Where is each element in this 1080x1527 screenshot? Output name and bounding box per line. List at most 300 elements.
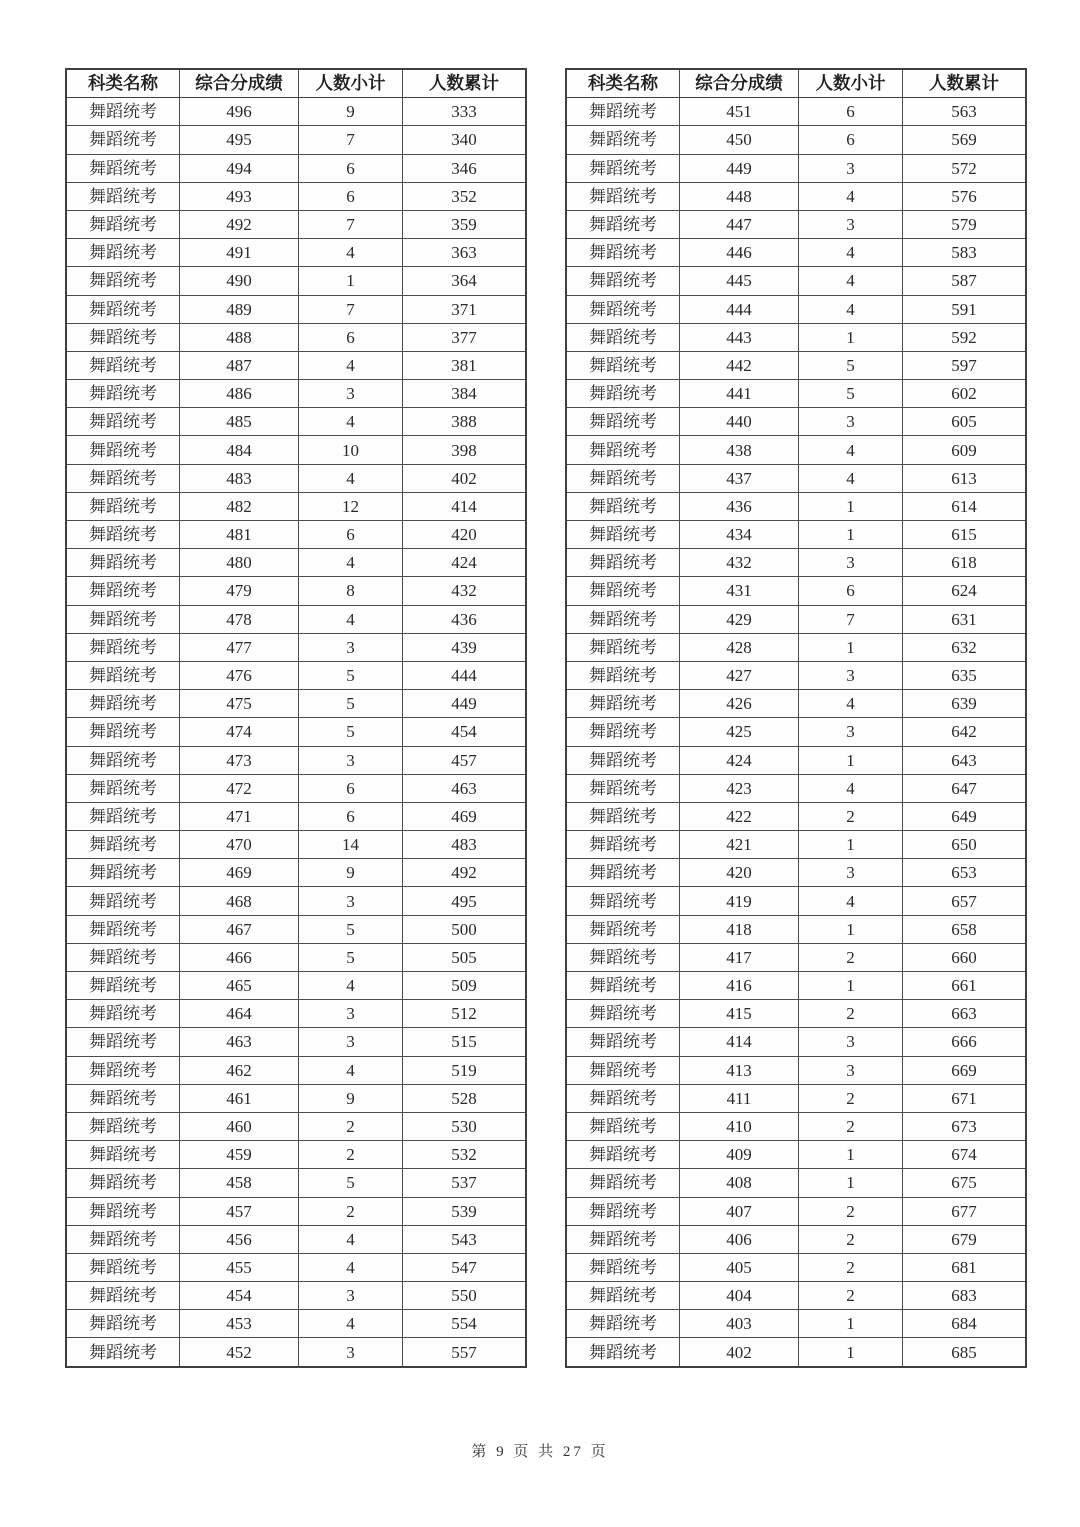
table-cell: 舞蹈统考 xyxy=(566,605,680,633)
table-cell: 669 xyxy=(903,1056,1027,1084)
table-cell: 舞蹈统考 xyxy=(66,380,180,408)
table-cell: 舞蹈统考 xyxy=(566,521,680,549)
table-cell: 舞蹈统考 xyxy=(66,661,180,689)
table-cell: 舞蹈统考 xyxy=(566,323,680,351)
table-cell: 650 xyxy=(903,831,1027,859)
table-cell: 679 xyxy=(903,1225,1027,1253)
table-cell: 475 xyxy=(180,690,299,718)
table-cell: 舞蹈统考 xyxy=(566,1028,680,1056)
table-cell: 舞蹈统考 xyxy=(66,267,180,295)
table-cell: 473 xyxy=(180,746,299,774)
table-cell: 464 xyxy=(180,1000,299,1028)
table-cell: 舞蹈统考 xyxy=(566,98,680,126)
table-cell: 4 xyxy=(299,1225,403,1253)
table-cell: 576 xyxy=(903,182,1027,210)
table-cell: 舞蹈统考 xyxy=(66,577,180,605)
table-row xyxy=(66,943,526,971)
table-cell: 579 xyxy=(903,210,1027,238)
table-row xyxy=(66,239,526,267)
table-cell: 421 xyxy=(680,831,799,859)
table-cell: 舞蹈统考 xyxy=(66,972,180,1000)
table-cell: 563 xyxy=(903,98,1027,126)
table-cell: 456 xyxy=(180,1225,299,1253)
table-row xyxy=(66,549,526,577)
table-cell: 675 xyxy=(903,1169,1027,1197)
table-cell: 457 xyxy=(403,746,527,774)
table-cell: 舞蹈统考 xyxy=(66,436,180,464)
table-cell: 舞蹈统考 xyxy=(566,549,680,577)
table-row xyxy=(566,972,1026,1000)
table-cell: 432 xyxy=(680,549,799,577)
table-cell: 2 xyxy=(799,943,903,971)
table-row xyxy=(66,1282,526,1310)
table-cell: 3 xyxy=(799,1028,903,1056)
table-row xyxy=(66,690,526,718)
table-cell: 舞蹈统考 xyxy=(566,210,680,238)
table-cell: 681 xyxy=(903,1253,1027,1281)
table-cell: 舞蹈统考 xyxy=(66,1253,180,1281)
table-cell: 舞蹈统考 xyxy=(66,1141,180,1169)
table-cell: 450 xyxy=(680,126,799,154)
table-cell: 423 xyxy=(680,774,799,802)
table-row xyxy=(566,859,1026,887)
table-cell: 舞蹈统考 xyxy=(66,1056,180,1084)
table-cell: 舞蹈统考 xyxy=(66,1169,180,1197)
table-cell: 476 xyxy=(180,661,299,689)
table-cell: 1 xyxy=(299,267,403,295)
table-row xyxy=(66,774,526,802)
table-cell: 495 xyxy=(180,126,299,154)
table-cell: 舞蹈统考 xyxy=(566,1310,680,1338)
table-cell: 舞蹈统考 xyxy=(66,492,180,520)
table-row xyxy=(66,1225,526,1253)
table-cell: 舞蹈统考 xyxy=(566,1056,680,1084)
table-cell: 424 xyxy=(403,549,527,577)
table-cell: 404 xyxy=(680,1282,799,1310)
table-row xyxy=(66,464,526,492)
table-row xyxy=(66,210,526,238)
table-row xyxy=(566,831,1026,859)
table-cell: 舞蹈统考 xyxy=(66,154,180,182)
table-cell: 7 xyxy=(299,295,403,323)
table-cell: 432 xyxy=(403,577,527,605)
table-cell: 舞蹈统考 xyxy=(566,887,680,915)
table-row xyxy=(566,436,1026,464)
table-cell: 371 xyxy=(403,295,527,323)
table-row xyxy=(66,915,526,943)
table-cell: 436 xyxy=(680,492,799,520)
table-cell: 3 xyxy=(299,887,403,915)
table-cell: 4 xyxy=(799,774,903,802)
table-row xyxy=(66,1000,526,1028)
table-cell: 417 xyxy=(680,943,799,971)
table-cell: 461 xyxy=(180,1084,299,1112)
table-cell: 6 xyxy=(299,182,403,210)
table-cell: 舞蹈统考 xyxy=(566,1169,680,1197)
table-cell: 舞蹈统考 xyxy=(66,239,180,267)
table-row xyxy=(66,408,526,436)
table-cell: 446 xyxy=(680,239,799,267)
table-row xyxy=(566,577,1026,605)
table-cell: 舞蹈统考 xyxy=(566,690,680,718)
table-cell: 舞蹈统考 xyxy=(566,1197,680,1225)
table-cell: 635 xyxy=(903,661,1027,689)
table-cell: 424 xyxy=(680,746,799,774)
table-cell: 482 xyxy=(180,492,299,520)
table-row xyxy=(566,1338,1026,1367)
table-cell: 舞蹈统考 xyxy=(566,802,680,830)
table-cell: 3 xyxy=(799,549,903,577)
table-cell: 舞蹈统考 xyxy=(66,464,180,492)
table-cell: 3 xyxy=(299,1282,403,1310)
table-cell: 426 xyxy=(680,690,799,718)
table-cell: 352 xyxy=(403,182,527,210)
table-row xyxy=(566,774,1026,802)
table-cell: 484 xyxy=(180,436,299,464)
table-cell: 425 xyxy=(680,718,799,746)
page-number-footer: 第 9 页 共 27 页 xyxy=(471,1444,609,1460)
table-cell: 6 xyxy=(299,521,403,549)
table-cell: 444 xyxy=(680,295,799,323)
table-cell: 363 xyxy=(403,239,527,267)
table-cell: 605 xyxy=(903,408,1027,436)
table-cell: 4 xyxy=(299,239,403,267)
table-cell: 467 xyxy=(180,915,299,943)
table-cell: 647 xyxy=(903,774,1027,802)
table-row xyxy=(66,1253,526,1281)
table-cell: 5 xyxy=(299,690,403,718)
table-cell: 495 xyxy=(403,887,527,915)
table-row xyxy=(566,267,1026,295)
table-cell: 480 xyxy=(180,549,299,577)
table-cell: 舞蹈统考 xyxy=(66,1084,180,1112)
table-cell: 4 xyxy=(299,972,403,1000)
table-row xyxy=(66,295,526,323)
table-row xyxy=(66,605,526,633)
table-row xyxy=(566,1225,1026,1253)
table-cell: 3 xyxy=(799,154,903,182)
table-cell: 411 xyxy=(680,1084,799,1112)
table-cell: 496 xyxy=(180,98,299,126)
table-cell: 462 xyxy=(180,1056,299,1084)
table-cell: 舞蹈统考 xyxy=(566,436,680,464)
table-cell: 1 xyxy=(799,492,903,520)
table-cell: 415 xyxy=(680,1000,799,1028)
table-cell: 624 xyxy=(903,577,1027,605)
table-cell: 舞蹈统考 xyxy=(66,859,180,887)
table-cell: 4 xyxy=(299,408,403,436)
table-cell: 舞蹈统考 xyxy=(66,718,180,746)
table-row xyxy=(66,267,526,295)
column-header: 科类名称 xyxy=(66,69,180,98)
table-cell: 472 xyxy=(180,774,299,802)
table-cell: 12 xyxy=(299,492,403,520)
table-cell: 舞蹈统考 xyxy=(566,661,680,689)
table-cell: 583 xyxy=(903,239,1027,267)
table-row xyxy=(566,718,1026,746)
table-cell: 398 xyxy=(403,436,527,464)
table-cell: 1 xyxy=(799,633,903,661)
table-cell: 3 xyxy=(299,746,403,774)
table-cell: 500 xyxy=(403,915,527,943)
table-cell: 7 xyxy=(299,210,403,238)
table-cell: 4 xyxy=(299,1310,403,1338)
table-cell: 438 xyxy=(680,436,799,464)
table-cell: 493 xyxy=(180,182,299,210)
table-cell: 4 xyxy=(299,1056,403,1084)
table-row xyxy=(566,633,1026,661)
table-row xyxy=(66,972,526,1000)
table-row xyxy=(566,802,1026,830)
table-row xyxy=(566,182,1026,210)
table-cell: 舞蹈统考 xyxy=(566,943,680,971)
table-cell: 449 xyxy=(680,154,799,182)
table-cell: 657 xyxy=(903,887,1027,915)
table-cell: 618 xyxy=(903,549,1027,577)
table-row xyxy=(66,1310,526,1338)
table-cell: 舞蹈统考 xyxy=(566,464,680,492)
table-row xyxy=(566,351,1026,379)
table-cell: 2 xyxy=(299,1197,403,1225)
table-cell: 416 xyxy=(680,972,799,1000)
column-header: 综合分成绩 xyxy=(680,69,799,98)
table-row xyxy=(566,464,1026,492)
table-cell: 舞蹈统考 xyxy=(566,1253,680,1281)
score-table-left xyxy=(65,68,527,1368)
table-cell: 舞蹈统考 xyxy=(566,831,680,859)
table-cell: 666 xyxy=(903,1028,1027,1056)
table-cell: 409 xyxy=(680,1141,799,1169)
table-cell: 5 xyxy=(299,718,403,746)
table-cell: 543 xyxy=(403,1225,527,1253)
table-cell: 440 xyxy=(680,408,799,436)
table-cell: 413 xyxy=(680,1056,799,1084)
table-cell: 4 xyxy=(799,464,903,492)
table-cell: 舞蹈统考 xyxy=(566,718,680,746)
table-cell: 519 xyxy=(403,1056,527,1084)
table-row xyxy=(66,577,526,605)
table-cell: 492 xyxy=(403,859,527,887)
table-cell: 509 xyxy=(403,972,527,1000)
table-cell: 512 xyxy=(403,1000,527,1028)
table-cell: 491 xyxy=(180,239,299,267)
table-cell: 483 xyxy=(180,464,299,492)
table-cell: 447 xyxy=(680,210,799,238)
table-cell: 653 xyxy=(903,859,1027,887)
table-row xyxy=(66,802,526,830)
table-cell: 485 xyxy=(180,408,299,436)
table-cell: 2 xyxy=(799,1197,903,1225)
table-cell: 1 xyxy=(799,1169,903,1197)
table-cell: 340 xyxy=(403,126,527,154)
table-cell: 舞蹈统考 xyxy=(66,1197,180,1225)
table-cell: 429 xyxy=(680,605,799,633)
table-cell: 333 xyxy=(403,98,527,126)
table-row xyxy=(566,1253,1026,1281)
table-cell: 631 xyxy=(903,605,1027,633)
table-cell: 舞蹈统考 xyxy=(66,323,180,351)
table-cell: 2 xyxy=(799,1084,903,1112)
table-cell: 3 xyxy=(299,380,403,408)
table-cell: 632 xyxy=(903,633,1027,661)
table-cell: 530 xyxy=(403,1112,527,1140)
table-cell: 舞蹈统考 xyxy=(566,126,680,154)
table-row xyxy=(66,1169,526,1197)
table-row xyxy=(66,633,526,661)
table-cell: 547 xyxy=(403,1253,527,1281)
table-cell: 418 xyxy=(680,915,799,943)
table-cell: 483 xyxy=(403,831,527,859)
table-cell: 7 xyxy=(299,126,403,154)
header-row xyxy=(66,69,526,98)
table-cell: 403 xyxy=(680,1310,799,1338)
table-cell: 6 xyxy=(299,802,403,830)
header-row xyxy=(566,69,1026,98)
table-cell: 439 xyxy=(403,633,527,661)
table-cell: 3 xyxy=(799,661,903,689)
table-cell: 舞蹈统考 xyxy=(66,802,180,830)
table-cell: 舞蹈统考 xyxy=(566,633,680,661)
table-cell: 528 xyxy=(403,1084,527,1112)
table-cell: 舞蹈统考 xyxy=(566,1338,680,1367)
table-cell: 463 xyxy=(180,1028,299,1056)
table-row xyxy=(566,1112,1026,1140)
table-cell: 4 xyxy=(799,436,903,464)
table-cell: 4 xyxy=(299,1253,403,1281)
table-cell: 舞蹈统考 xyxy=(66,605,180,633)
table-row xyxy=(566,1000,1026,1028)
table-cell: 舞蹈统考 xyxy=(566,774,680,802)
table-cell: 9 xyxy=(299,859,403,887)
table-cell: 477 xyxy=(180,633,299,661)
table-row xyxy=(566,1056,1026,1084)
table-cell: 舞蹈统考 xyxy=(566,1112,680,1140)
table-cell: 3 xyxy=(799,408,903,436)
table-cell: 408 xyxy=(680,1169,799,1197)
table-cell: 609 xyxy=(903,436,1027,464)
table-cell: 407 xyxy=(680,1197,799,1225)
column-header: 综合分成绩 xyxy=(180,69,299,98)
tables-container xyxy=(65,68,1027,1368)
table-cell: 554 xyxy=(403,1310,527,1338)
table-cell: 384 xyxy=(403,380,527,408)
table-cell: 舞蹈统考 xyxy=(66,774,180,802)
table-row xyxy=(566,1310,1026,1338)
table-cell: 3 xyxy=(799,210,903,238)
table-cell: 3 xyxy=(299,1000,403,1028)
table-cell: 402 xyxy=(403,464,527,492)
table-cell: 舞蹈统考 xyxy=(66,1310,180,1338)
table-cell: 4 xyxy=(799,887,903,915)
table-cell: 460 xyxy=(180,1112,299,1140)
table-cell: 6 xyxy=(799,126,903,154)
table-cell: 舞蹈统考 xyxy=(66,210,180,238)
table-cell: 6 xyxy=(799,577,903,605)
table-cell: 494 xyxy=(180,154,299,182)
table-cell: 6 xyxy=(299,154,403,182)
table-row xyxy=(66,661,526,689)
table-cell: 489 xyxy=(180,295,299,323)
table-row xyxy=(66,182,526,210)
table-cell: 649 xyxy=(903,802,1027,830)
table-cell: 1 xyxy=(799,1310,903,1338)
table-cell: 420 xyxy=(403,521,527,549)
table-cell: 4 xyxy=(799,690,903,718)
table-cell: 587 xyxy=(903,267,1027,295)
table-row xyxy=(66,351,526,379)
table-cell: 2 xyxy=(799,1000,903,1028)
table-cell: 舞蹈统考 xyxy=(66,295,180,323)
table-row xyxy=(566,521,1026,549)
column-header: 人数累计 xyxy=(903,69,1027,98)
table-cell: 532 xyxy=(403,1141,527,1169)
table-cell: 602 xyxy=(903,380,1027,408)
table-cell: 舞蹈统考 xyxy=(66,1028,180,1056)
table-cell: 639 xyxy=(903,690,1027,718)
table-cell: 舞蹈统考 xyxy=(566,972,680,1000)
table-row xyxy=(66,859,526,887)
table-row xyxy=(566,943,1026,971)
table-cell: 舞蹈统考 xyxy=(66,98,180,126)
table-cell: 舞蹈统考 xyxy=(66,943,180,971)
table-cell: 442 xyxy=(680,351,799,379)
table-cell: 428 xyxy=(680,633,799,661)
table-cell: 舞蹈统考 xyxy=(66,182,180,210)
table-cell: 1 xyxy=(799,746,903,774)
table-cell: 410 xyxy=(680,1112,799,1140)
table-cell: 457 xyxy=(180,1197,299,1225)
table-row xyxy=(66,887,526,915)
table-cell: 2 xyxy=(799,1282,903,1310)
table-cell: 454 xyxy=(180,1282,299,1310)
table-cell: 14 xyxy=(299,831,403,859)
table-cell: 346 xyxy=(403,154,527,182)
table-cell: 487 xyxy=(180,351,299,379)
table-cell: 舞蹈统考 xyxy=(566,408,680,436)
table-cell: 505 xyxy=(403,943,527,971)
table-cell: 舞蹈统考 xyxy=(66,887,180,915)
table-cell: 643 xyxy=(903,746,1027,774)
table-cell: 364 xyxy=(403,267,527,295)
table-row xyxy=(66,1084,526,1112)
table-row xyxy=(66,1338,526,1367)
table-cell: 359 xyxy=(403,210,527,238)
table-row xyxy=(66,1141,526,1169)
table-cell: 6 xyxy=(299,774,403,802)
table-cell: 舞蹈统考 xyxy=(66,690,180,718)
table-cell: 454 xyxy=(403,718,527,746)
table-cell: 2 xyxy=(299,1141,403,1169)
table-row xyxy=(566,408,1026,436)
table-cell: 舞蹈统考 xyxy=(566,746,680,774)
table-cell: 2 xyxy=(799,1112,903,1140)
table-row xyxy=(566,1197,1026,1225)
table-cell: 3 xyxy=(799,1056,903,1084)
table-row xyxy=(566,323,1026,351)
table-row xyxy=(66,154,526,182)
table-cell: 663 xyxy=(903,1000,1027,1028)
table-row xyxy=(566,295,1026,323)
score-table-right xyxy=(565,68,1027,1368)
table-cell: 677 xyxy=(903,1197,1027,1225)
table-cell: 592 xyxy=(903,323,1027,351)
table-cell: 674 xyxy=(903,1141,1027,1169)
table-cell: 舞蹈统考 xyxy=(66,633,180,661)
table-cell: 2 xyxy=(799,802,903,830)
table-cell: 舞蹈统考 xyxy=(66,1338,180,1367)
table-row xyxy=(66,718,526,746)
table-cell: 1 xyxy=(799,323,903,351)
